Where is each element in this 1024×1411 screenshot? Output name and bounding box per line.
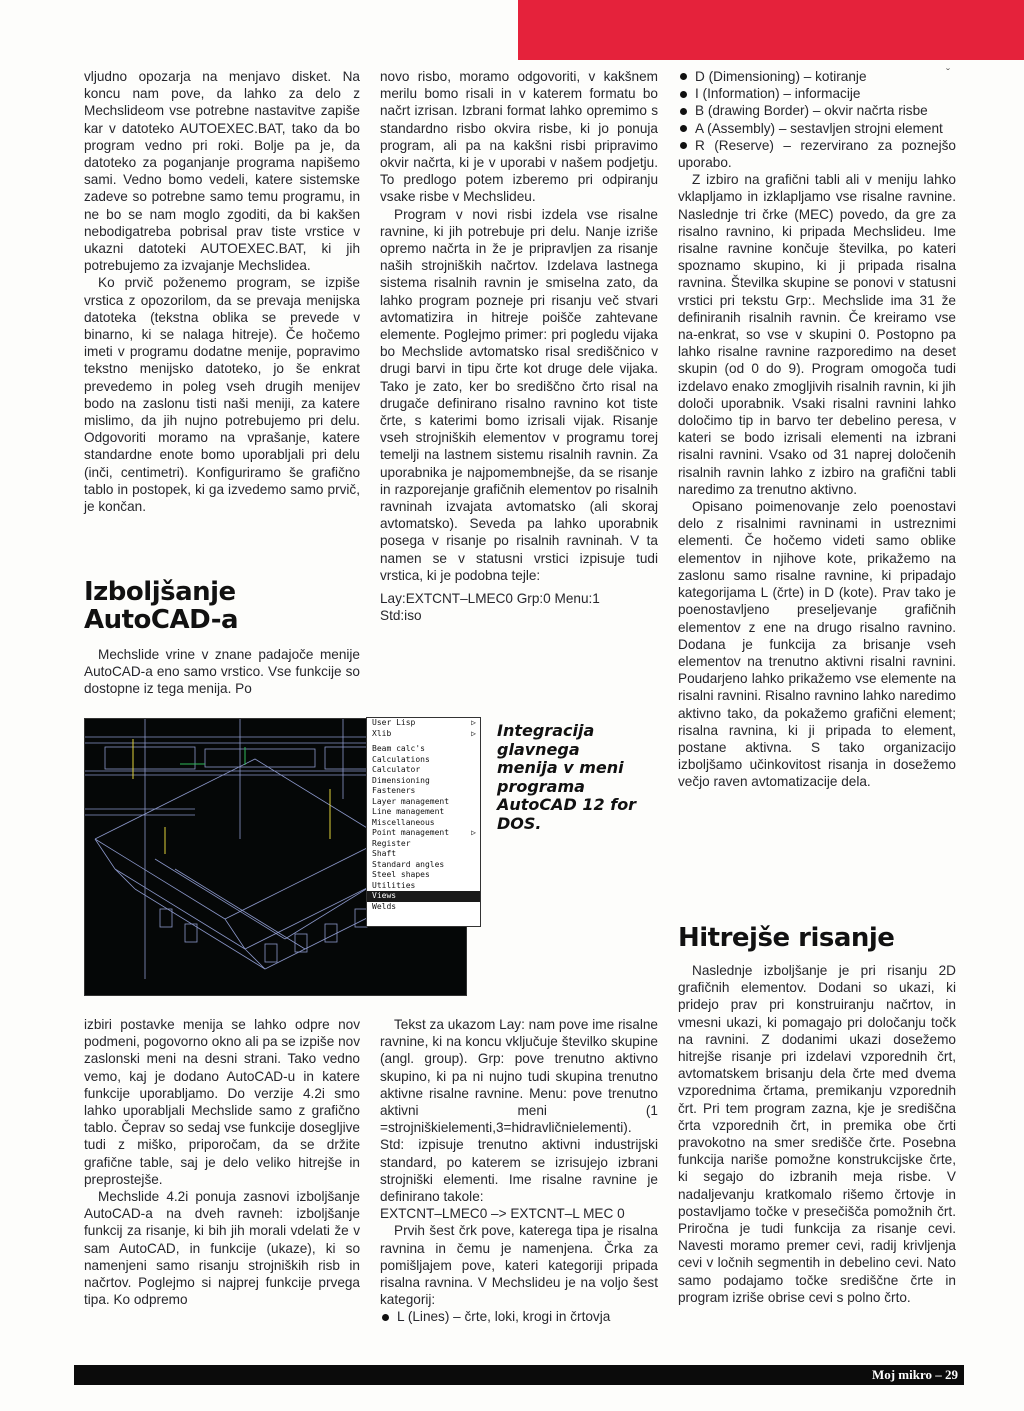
- status-line-example: Std:iso: [380, 608, 422, 624]
- bullet-icon: [382, 1314, 389, 1321]
- bullet-item: [678, 102, 956, 119]
- menu-item[interactable]: [367, 776, 480, 787]
- menu-item-label: Dimensioning: [372, 775, 430, 785]
- section-heading-hitrejse-risanje: Hitrejše risanje: [678, 923, 895, 953]
- menu-item-label: Welds: [372, 901, 397, 911]
- paragraph: Z izbiro na grafični tabli ali v meniju lahko vklapljamo in izklapljamo vse risalne ravnine. Naslednje tri črke (MEC) povedo, da gre za risalno ravnino, ki pripada Mechslideu. Ime risalne ravnine končuje številka, po kateri spoznamo skupino, ki ji pripada risalna ravnina. Številka skupine se ponovi v statusni vrstici pri tekstu Grp:. Mechslide ima 31 že definiranih risalnih ravnin. Če kreiramo vse na-enkrat, so vse v skupini 0. Postopno pa lahko risalne ravnine razporedimo na deset skupin (od 0 do 9). Program omogoča tudi izdelavo enako zmogljivih risalnih ravnin, ki jih določi uporabnik. Vsaki risalni ravnini lahko določimo tip in barvo ter debelino peresa, v kateri se bodo izrisali elementi na izbrani risalni ravnini. Vsako od 31 naprej določenih risalnih ravnin lahko z izbiro na grafični tabli naredimo za trenutno aktivno.: [678, 172, 956, 497]
- paragraph: vljudno opozarja na menjavo disket. Na koncu nam pove, da lahko za delo z Mechslideom vse potrebne nastavitve zapiše kar v datoteko AUTOEXEC.BAT, tako da bo program vedno pri roki. Bolje pa je, da datoteko za poganjanje programa napišemo sami. Vedno bomo vedeli, katere sistemske zadeve so potrebne samo temu programu, in ne bo se nam moglo zgoditi, da bi kakšen nebodigatreba pobrisal prav tiste vrstice v ukazni datoteki AUTOEXEC.BAT, ki jih potrebujemo za izvajanje Mechslidea.: [84, 69, 360, 274]
- menu-item[interactable]: [367, 744, 480, 755]
- bullet-icon: [680, 73, 687, 80]
- column-3-bottom: [678, 962, 956, 1306]
- paragraph: Mechslide vrine v znane padajoče menije AutoCAD-a eno samo vrstico. Vse funkcije so dostopne iz tega menija. Po: [84, 647, 360, 697]
- stray-mark: ˇ: [946, 66, 950, 80]
- paragraph: Opisano poimenovanje zelo poenostavi delo z risalnimi ravninami in ustreznimi elementi. Če hočemo videti samo oblike elementov in njihove kote, prikažemo na zaslonu samo risalne ravnine, ki pripadajo kategorijama L (črte) in D (kote). Prav tako je poenostavljeno preseljevanje grafičnih elementov z ene na drugo risalno ravnino. Dodana je funkcija za brisanje vseh elementov na trenutno aktivni risalni ravnini. Poudarjeno lahko prikažemo vse elemente na risalni ravnini. Risalno ravnino lahko naredimo aktivno tako, da pokažemo grafični element; risalna ravnina, ki ji pripada to element, postane aktivna. S tako organizacijo izboljšamo učinkovitost risanja in dosežemo večjo raven avtomatizacije dela.: [678, 499, 956, 790]
- menu-item-label: Line management: [372, 807, 445, 816]
- heading-line: Izboljšanje: [84, 577, 236, 607]
- bullet-icon: [680, 125, 687, 132]
- menu-item[interactable]: [367, 818, 480, 829]
- menu-item-label: Layer management: [372, 796, 450, 806]
- menu-item-label: Point management: [372, 828, 450, 837]
- menu-item-list: [367, 744, 480, 912]
- bullet-text: R (Reserve) – rezervirano za poznejšo uporabo.: [678, 137, 956, 171]
- menu-item[interactable]: [367, 860, 480, 871]
- page-footer-bar: [74, 1365, 964, 1385]
- menu-item[interactable]: [367, 807, 480, 818]
- menu-item-label: Calculations: [372, 754, 430, 764]
- menu-item-label: Beam calc's: [372, 744, 425, 753]
- menu-item[interactable]: [367, 797, 480, 808]
- paragraph: novo risbo, moramo odgovoriti, v kakšnem merilu bomo risali in v katerem formatu bo načrt izrisan. Izbrani format lahko opremimo s standardno risbo okvira risbe, ki jo ponuja program, ali pa na kakšni risbi pripravimo okvir načrta, ki je v uporabi v našem podjetju. To predlogo potem izberemo pri odpiranju vsake risbe v Mechslideu.: [380, 69, 658, 205]
- page-footer-label: Moj mikro – 29: [871, 1367, 958, 1382]
- bullet-icon: [680, 142, 687, 149]
- bullet-icon: [680, 108, 687, 115]
- menu-item-label: Utilities: [372, 880, 416, 890]
- bullet-item: [678, 120, 956, 137]
- menu-item-label: Calculator: [372, 765, 421, 774]
- menu-item-label: Register: [372, 838, 411, 848]
- figure-caption: Integracija glavnega menija v meni programa AutoCAD 12 for DOS.: [497, 721, 637, 833]
- submenu-arrow-icon: ▷: [471, 828, 476, 837]
- paragraph: Mechslide 4.2i ponuja zasnovi izboljšanje AutoCAD-a na dveh ravneh: izboljšanje funkcij za risanje, ki bih jih morali vdelati že v sam AutoCAD, in funkcije (ukaze), ki so namenjeni samo risanju strojniških risb in načrtov. Poglejmo si najprej funkcije prvega tipa. Ko odpremo: [84, 1189, 360, 1308]
- mechslide-pulldown-menu[interactable]: [366, 717, 481, 927]
- bullet-text: D (Dimensioning) – kotiranje: [695, 69, 867, 84]
- red-corner-band: [518, 0, 1024, 60]
- menu-item-label: Xlib: [372, 728, 392, 738]
- status-line-example: Lay:EXTCNT–LMEC0 Grp:0 Menu:1: [380, 591, 600, 607]
- column-2-bottom: [380, 1016, 658, 1326]
- menu-item-label: User Lisp: [372, 718, 416, 727]
- paragraph: Tekst za ukazom Lay: nam pove ime risalne ravnine, ki na koncu vključuje številko skupine (angl. group). Grp: pove trenutno aktivno skupino, ki pa ni nujno tudi skupina trenutno aktivne risalne ravnine. Menu: pove trenutno aktivni meni (1 =strojniškielementi,3=hidravličnielementi). Std: izpisuje trenutno aktivni industrijski standard, po katerem se izrisujejo izbrani strojniški elementi. Ime risalne ravnine je definirano takole:: [380, 1017, 658, 1205]
- menu-item[interactable]: [367, 881, 480, 892]
- menu-item-label: Shaft: [372, 849, 397, 858]
- column-1-top: [84, 68, 360, 515]
- paragraph: Program v novi risbi izdela vse risalne ravnine, ki jih potrebuje pri delu. Nanje izriše opremo načrta in že je pripravljen za risanje naših strojniških načrtov. Izdelava lastnega sistema risalnih ravnin je smiselna zato, da lahko program pozneje pri risanju več stvari avtomatizira in hitreje poišče zahtevane elemente. Poglejmo primer: pri pogledu vijaka bo Mechslide avtomatsko risal središčnico v drugi barvi in tipu črte kot druge dele vijaka. Tako je zato, ker bo središčno črto risal na drugače definirano risalno ravnino kot tiste črte, s katerimi bomo izrisali vijak. Risanje vseh strojniških elementov v programu torej temelji na lastnem sistemu risalnih ravnin. Za uporabnika je najpomembnejše, da se risanje in razporejanje grafičnih elementov po risalnih ravninah izvajata avtomatsko (ali skoraj avtomatsko). Seveda pa lahko uporabnik posega v risanje po risalnih ravninah. V ta namen se v statusni vrstici izpisuje tudi vrstica, ki je podobna tejle:: [380, 206, 658, 583]
- bullet-text: A (Assembly) – sestavljen strojni element: [695, 120, 943, 136]
- menu-item-label: Standard angles: [372, 859, 445, 869]
- menu-item-label: Miscellaneous: [372, 817, 435, 827]
- menu-item[interactable]: [367, 891, 480, 902]
- submenu-arrow-icon: ▷: [471, 728, 476, 738]
- paragraph: Prvih šest črk pove, katerega tipa je risalna ravnina in čemu je namenjena. Črka za pomišljajem pove, kateri kategoriji pripada risalna ravnina. V Mechslideu je na voljo šest kategorij:: [380, 1223, 658, 1308]
- bullet-text: L (Lines) – črte, loki, krogi in črtovja: [397, 1309, 611, 1325]
- bullet-item: [678, 85, 956, 102]
- paragraph: izbiri postavke menija se lahko odpre nov podmeni, pogovorno okno ali pa se izpiše nov zaslonski meni na desni strani. Tako vedno vemo, kaj je dodano AutoCAD-u in katere funkcije uporabljamo. Do verzije 4.2i smo lahko uporabljali Mechslide samo z grafično tablo. Čeprav so sedaj vse funkcije dosegljive tudi z miško, priporočam, da se držite grafične table, saj je delo veliko hitrejše in preprostejše.: [84, 1017, 360, 1187]
- paragraph: Ko prvič poženemo program, se izpiše vrstica z opozorilom, da se prevaja menijska datoteka (tekstna oblika se prevede v binarno, ki se nalaga hitreje). Če hočemo imeti v programu dodatne menije, popravimo tekstno menijsko datoteko, jo še enkrat prevedemo in poleg vseh drugih menijev bodo na zaslonu tisti naši meniji, za katere mislimo, da jih nujno potrebujemo pri delu. Odgovoriti moramo na vprašanje, katere standardne enote bomo uporabljali pri delu (inči, centimetri). Konfiguriramo še grafično tablo in postopek, ki ga izvedemo samo prvič, je končan.: [84, 275, 360, 515]
- menu-item-label: Fasteners: [372, 786, 416, 795]
- bullet-item: [678, 137, 956, 171]
- menu-item[interactable]: [367, 849, 480, 860]
- menu-item-label: Steel shapes: [372, 870, 430, 879]
- menu-item-label: Views: [372, 891, 397, 900]
- bullet-text: B (drawing Border) – okvir načrta risbe: [695, 103, 928, 119]
- section-heading-izboljsanje: [84, 578, 360, 634]
- heading-line: AutoCAD-a: [84, 605, 239, 635]
- menu-item-user-lisp[interactable]: [367, 718, 480, 729]
- menu-item[interactable]: [367, 870, 480, 881]
- menu-item-xlib[interactable]: [367, 729, 480, 740]
- menu-item[interactable]: [367, 828, 480, 839]
- bullet-text: I (Information) – informacije: [695, 86, 861, 102]
- layer-name-example: EXTCNT–LMEC0 –> EXTCNT–L MEC 0: [380, 1206, 625, 1222]
- menu-item[interactable]: [367, 786, 480, 797]
- menu-item[interactable]: [367, 902, 480, 913]
- column-1-bottom: [84, 1016, 360, 1308]
- bullet-item: [380, 1308, 658, 1325]
- menu-item[interactable]: [367, 765, 480, 776]
- bullet-icon: [680, 91, 687, 98]
- column-1-mid: [84, 646, 360, 698]
- submenu-arrow-icon: ▷: [471, 718, 476, 727]
- column-2-top: [380, 68, 658, 625]
- paragraph: Naslednje izboljšanje je pri risanju 2D grafičnih elementov. Dodani so ukazi, ki pridejo prav pri konstruiranju načrtov, in vmesni ukazi, ki pomagajo pri določanju točk na ravnini. Z dodanimi ukazi dosežemo hitrejše risanje pri izdelavi vzporednih črt, avtomatskem brisanju dela črte med dvema vzporednima črtama, premikanju vzporednih črt. Pri tem program zazna, kje je središčna črta vzporednih črt, in premika obe črti pravokotno na smer središče črte. Posebna funkcija nariše pomožne konstrukcijske črte, ki segajo do izbranih meja risbe. V nadaljevanju kratkomalo rišemo črtovje in postavljamo točke v presečišča pomožnih črt. Priročna je tudi funkcija za risanje cevi. Navesti moramo premer cevi, radij krivljenja cevi v ločnih segmentih in debelino cevi. Nato samo podajamo točke središčne črte in program izriše obrise cevi s polno črto.: [678, 963, 956, 1305]
- menu-item[interactable]: [367, 839, 480, 850]
- column-3-top: [678, 68, 956, 791]
- menu-item[interactable]: [367, 755, 480, 766]
- bullet-item: [678, 68, 956, 85]
